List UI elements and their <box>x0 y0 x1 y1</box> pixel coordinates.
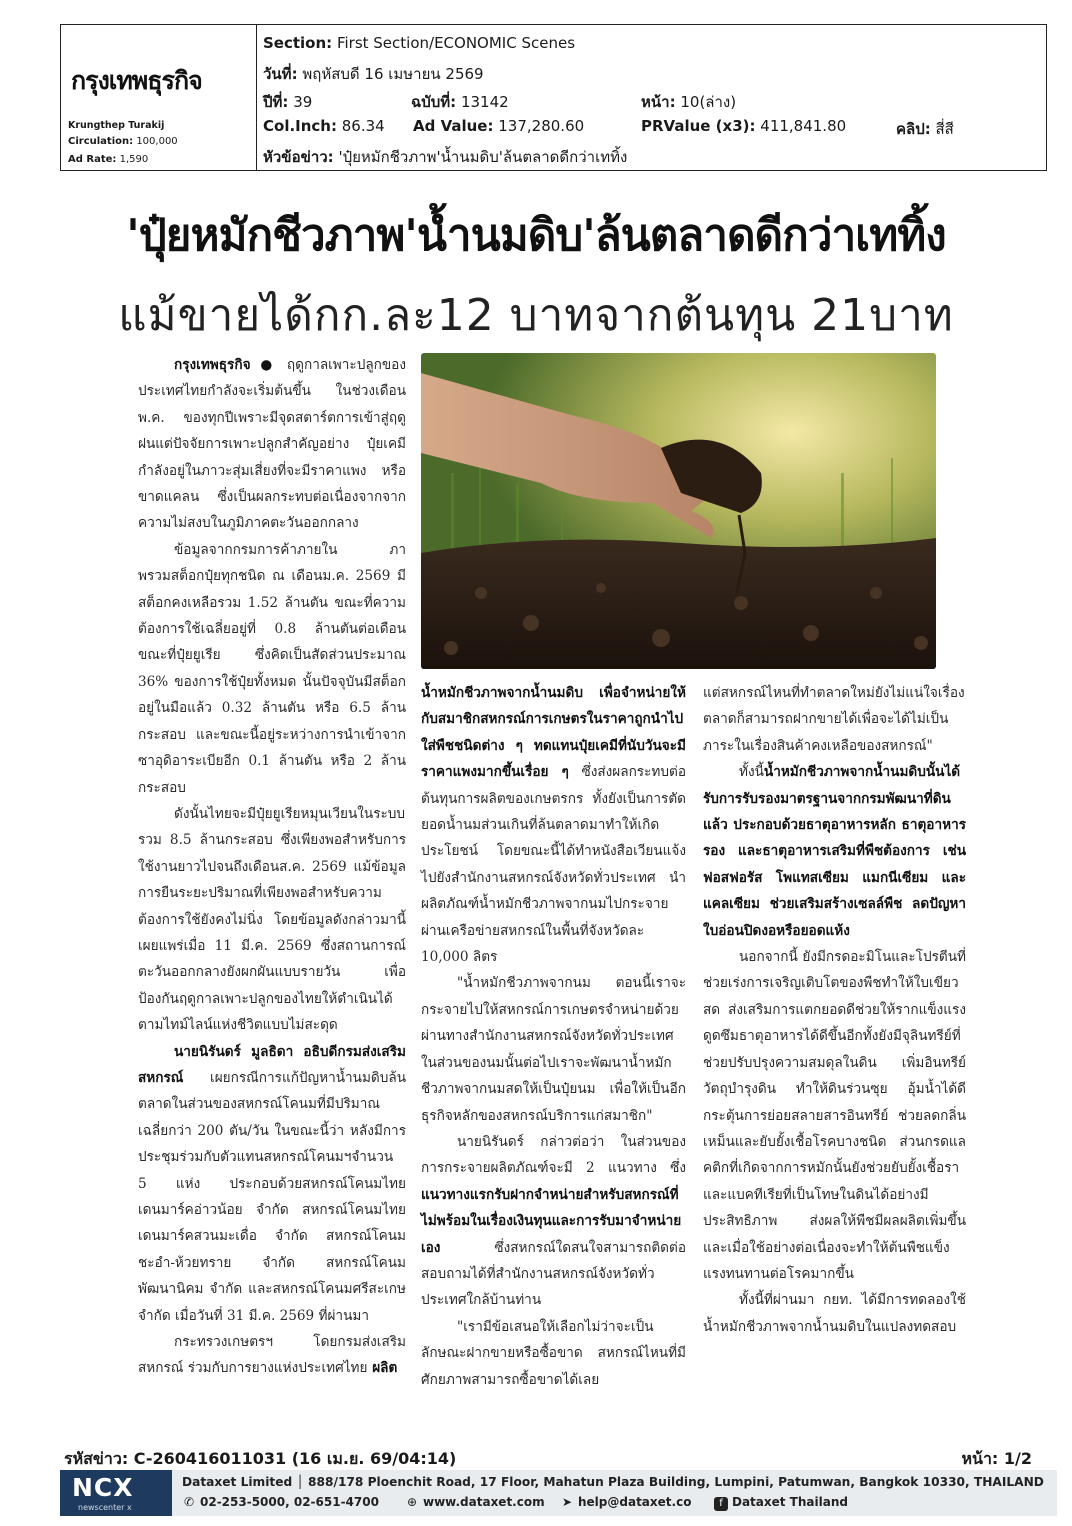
company-address: Dataxet Limited │ 888/178 Ploenchit Road, 17 Floor, Mahatun Plaza Building, Lumpini, Patumwan, Bangkok 10330, THAILAND <box>182 1475 1044 1489</box>
email-link[interactable]: ➤ help@dataxet.co <box>561 1495 692 1509</box>
phone-contact: ✆ 02-253-5000, 02-651-4700 <box>183 1495 379 1509</box>
quote-paragraph: "เรามีข้อเสนอให้เลือกไม่ว่าจะเป็นลักษณะฝากขายหรือซื้อขาด สหกรณ์ไหนที่มีศักยภาพสามารถซื้อขาดได้เลย <box>421 1318 686 1388</box>
colinch-field: Col.Inch: 86.34 <box>263 117 385 135</box>
paragraph: กระทรวงเกษตรฯ โดยกรมส่งเสริมสหกรณ์ ร่วมกับการยางแห่งประเทศไทย ผลิต <box>138 1334 406 1377</box>
phone-icon: ✆ <box>183 1495 195 1509</box>
article-photo-hand-soil <box>421 353 936 669</box>
article-column-2 <box>421 680 686 1393</box>
circulation: Circulation: 100,000 <box>68 136 178 147</box>
page-field: หน้า: 10(ล่าง) <box>641 93 737 111</box>
paragraph: นายนิรันดร์ กล่าวต่อว่า ในส่วนของการกระจายผลิตภัณฑ์จะมี 2 แนวทาง ซึ่งแนวทางแรกรับฝากจำหน่ายสำหรับสหกรณ์ที่ไม่พร้อมในเรื่องเงินทุนและการรับมาจำหน่ายเอง ซึ่งสหกรณ์ใดสนใจสามารถติดต่อสอบถามได้ที่สำนักงานสหกรณ์จังหวัดทั่วประเทศใกล้บ้านท่าน <box>421 1133 686 1309</box>
paragraph: นายนิรันดร์ มูลธิดา อธิบดีกรมส่งเสริมสหกรณ์ เผยกรณีการแก้ปัญหาน้ำนมดิบล้นตลาดในส่วนของสหกรณ์โคนมที่มีปริมาณเฉลี่ยกว่า 200 ตัน/วัน ในขณะนี้ว่า หลังมีการประชุมร่วมกับตัวแทนสหกรณ์โคนมฯจำนวน 5 แห่ง ประกอบด้วยสหกรณ์โคนมไทยเดนมาร์คอ่าวน้อย จำกัด สหกรณ์โคนมไทยเดนมาร์คสวนมะเดื่อ จำกัด สหกรณ์โคนมชะอำ-ห้วยทราย จำกัด สหกรณ์โคนมพัฒนานิคม จำกัด และสหกรณ์โคนมศรีสะเกษ จำกัด เมื่อวันที่ 31 มี.ค. 2569 ที่ผ่านมา <box>138 1043 406 1324</box>
facebook-icon: f <box>714 1497 728 1511</box>
issue-field: ฉบับที่: 13142 <box>411 93 509 111</box>
publication-block <box>61 25 257 170</box>
clipping-meta <box>258 25 1046 170</box>
globe-icon: ⊕ <box>406 1495 418 1509</box>
clip-field: คลิป: สี่สี <box>896 120 954 138</box>
year-field: ปีที่: 39 <box>263 93 313 111</box>
publication-name: Krungthep Turakij <box>68 120 165 131</box>
prvalue-field: PRValue (x3): 411,841.80 <box>641 117 847 135</box>
date-line: วันที่: พฤหัสบดี 16 เมษายน 2569 <box>263 65 484 83</box>
footer-bar <box>60 1470 1057 1516</box>
paragraph: กรุงเทพธุรกิจ ● ฤดูกาลเพาะปลูกของประเทศไทยกำลังจะเริ่มต้นขึ้น ในช่วงเดือน พ.ค. ของทุกปีเพราะมีจุดสตาร์ตการเข้าสู่ฤดูฝนแต่ปัจจัยการเพาะปลูกสำคัญอย่าง ปุ๋ยเคมี กำลังอยู่ในภาวะสุ่มเสี่ยงที่จะมีราคาแพง หรือ ขาดแคลน ซึ่งเป็นผลกระทบต่อเนื่องจากจากความไม่สงบในภูมิภาคตะวันออกกลาง <box>138 357 406 532</box>
paragraph: ข้อมูลจากกรมการค้าภายใน ภาพรวมสต็อกปุ๋ยทุกชนิด ณ เดือนม.ค. 2569 มีสต็อกคงเหลือรวม 1.52 ล้านตัน ขณะที่ความต้องการใช้เฉลี่ยอยู่ที่ 0.8 ล้านตันต่อเดือน ขณะที่ปุ๋ยยูเรีย ซึ่งคิดเป็นสัดส่วนประมาณ 36% ของการใช้ปุ๋ยทั้งหมด นั้นปัจจุบันมีสต็อกอยู่ในมือแล้ว 0.32 ล้านตัน หรือ 6.5 ล้านกระสอบ และขณะนี้อยู่ระหว่างการนำเข้าจากซาอุดิอาระเบียอีก 0.1 ล้านตัน หรือ 2 ล้านกระสอบ <box>138 541 406 796</box>
clipping-header <box>60 24 1047 171</box>
paper-plane-icon: ➤ <box>561 1495 573 1509</box>
paragraph: ทั้งนี้ที่ผ่านมา กยท. ได้มีการทดลองใช้น้ำหมักชีวภาพจากน้ำนมดิบในแปลงทดสอบ <box>703 1292 966 1335</box>
paragraph: ดังนั้นไทยจะมีปุ๋ยยูเรียหมุนเวียนในระบบรวม 8.5 ล้านกระสอบ ซึ่งเพียงพอสำหรับการใช้งานยาวไปจนถึงเดือนส.ค. 2569 แม้ข้อมูลการยืนระยะปริมาณที่เพียงพอสำหรับความต้องการใช้ยังคงไม่นิ่ง โดยข้อมูลดังกล่าวมานี้ เผยแพร่เมื่อ 11 มี.ค. 2569 ซึ่งสถานการณ์ตะวันออกกลางยังผกผันแบบรายวัน เพื่อป้องกันฤดูกาลเพาะปลูกของไทยให้ดำเนินได้ตามไทม์ไลน์แห่งชีวิตแบบไม่สะดุด <box>138 805 406 1034</box>
news-id: รหัสข่าว: C-260416011031 (16 เม.ย. 69/04:14) <box>64 1449 457 1468</box>
quote-paragraph: "น้ำหมักชีวภาพจากนม ตอนนี้เราจะกระจายไปให้สหกรณ์การเกษตรจำหน่ายด้วย ผ่านทางสำนักงานสหกรณ์จังหวัดทั่วประเทศ ในส่วนของนมนั้นต่อไปเราจะพัฒนาน้ำหมักชีวภาพจากนมสดให้เป็นปุ๋ยนม เพื่อให้เป็นอีกธุรกิจหลักของสหกรณ์บริการแก่สมาชิก" <box>421 975 686 1124</box>
headline-line: หัวข้อข่าว: 'ปุ๋ยหมักชีวภาพ'น้ำนมดิบ'ล้นตลาดดีกว่าเททิ้ง <box>263 148 628 166</box>
page-number: หน้า: 1/2 <box>961 1449 1032 1468</box>
article-headline: 'ปุ๋ยหมักชีวภาพ'น้ำนมดิบ'ล้นตลาดดีกว่าเททิ้ง <box>126 210 946 261</box>
publication-logo: กรุงเทพธุรกิจ <box>71 66 202 95</box>
article-subheadline: แม้ขายได้กก.ละ12 บาทจากต้นทุน 21บาท <box>118 290 954 341</box>
ad-rate: Ad Rate: 1,590 <box>68 154 149 165</box>
advalue-field: Ad Value: 137,280.60 <box>413 117 585 135</box>
paragraph: น้ำหมักชีวภาพจากน้ำนมดิบ เพื่อจำหน่ายให้กับสมาชิกสหกรณ์การเกษตรในราคาถูกนำไปใส่พืชชนิดต่าง ๆ ทดแทนปุ๋ยเคมีที่นับวันจะมีราคาแพงมากขึ้นเรื่อย ๆ ซึ่งส่งผลกระทบต่อต้นทุนการผลิตของเกษตรกร ทั้งยังเป็นการตัดยอดน้ำนมส่วนเกินที่ล้นตลาดมาทำให้เกิดประโยชน์ โดยขณะนี้ได้ทำหนังสือเวียนแจ้งไปยังสำนักงานสหกรณ์จังหวัดทั่วประเทศ นำผลิตภัณฑ์น้ำหมักชีวภาพจากนมไปกระจายผ่านเครือข่ายสหกรณ์ในพื้นที่จังหวัดละ 10,000 ลิตร <box>421 685 686 966</box>
paragraph: แต่สหกรณ์ไหนที่ทำตลาดใหม่ยังไม่แน่ใจเรื่องตลาดก็สามารถฝากขายได้เพื่อจะได้ไม่เป็นภาระในเรื่องสินค้าคงเหลือของสหกรณ์" <box>703 685 965 754</box>
article-column-1 <box>138 352 406 1382</box>
facebook-link[interactable]: f Dataxet Thailand <box>714 1495 848 1511</box>
ncx-logo: NCX newscenter x <box>60 1470 172 1516</box>
website-link[interactable]: ⊕ www.dataxet.com <box>406 1495 545 1509</box>
paragraph: ทั้งนี้น้ำหมักชีวภาพจากน้ำนมดิบนั้นได้รับการรับรองมาตรฐานจากกรมพัฒนาที่ดินแล้ว ประกอบด้วยธาตุอาหารหลัก ธาตุอาหารรอง และธาตุอาหารเสริมที่พืชต้องการ เช่น ฟอสฟอรัส โพแทสเซียม แมกนีเซียม และแคลเซียม ช่วยเสริมสร้างเซลล์พืช ลดปัญหาใบอ่อนปิดงอหรือยอดแห้ง <box>703 764 966 939</box>
article-column-3 <box>703 680 966 1340</box>
section-line: Section: First Section/ECONOMIC Scenes <box>263 34 576 52</box>
paragraph: นอกจากนี้ ยังมีกรดอะมิโนและโปรตีนที่ช่วยเร่งการเจริญเติบโตของพืชทำให้ใบเขียวสด ส่งเสริมการแตกยอดดีช่วยให้รากแข็งแรง ดูดซึมธาตุอาหารได้ดีขึ้นอีกทั้งยังมีจุลินทรีย์ที่ช่วยปรับปรุงความสมดุลในดิน เพิ่มอินทรีย์วัตถุบำรุงดิน ทำให้ดินร่วนซุย อุ้มน้ำได้ดี กระตุ้นการย่อยสลายสารอินทรีย์ ช่วยลดกลิ่นเหม็นและยับยั้งเชื้อโรคบางชนิด ส่วนกรดแลคติกที่เกิดจากการหมักนั้นยังช่วยยับยั้งเชื้อราและแบคทีเรียที่เป็นโทษในดินได้อย่างมีประสิทธิภาพ ส่งผลให้พืชมีผลผลิตเพิ่มขึ้น และเมื่อใช้อย่างต่อเนื่องจะทำให้ต้นพืชแข็งแรงทนทานต่อโรคมากขึ้น <box>703 949 966 1282</box>
